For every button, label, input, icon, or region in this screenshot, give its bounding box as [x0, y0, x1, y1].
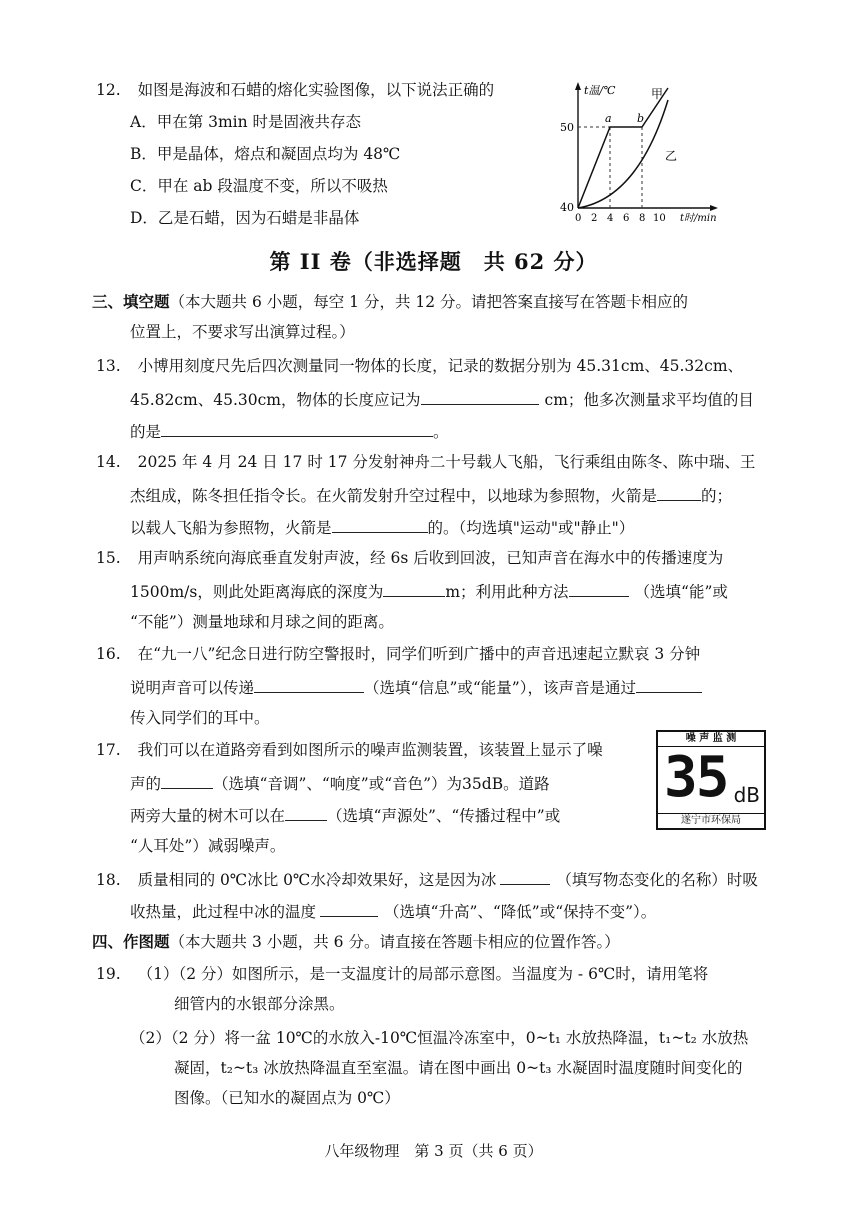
q14-blank-2[interactable] — [332, 516, 428, 533]
x-tick-0: 0 — [575, 213, 582, 224]
q16-number: 16. — [96, 645, 121, 663]
q18-number: 18. — [96, 871, 121, 889]
q17-line1 — [96, 740, 603, 760]
q18-blank-1[interactable] — [500, 868, 550, 885]
q17-number: 17. — [96, 741, 121, 759]
q12-melting-graph — [548, 80, 728, 226]
curve-jia-label: 甲 — [651, 87, 664, 101]
sec3-note-l2: 位置上，不要求写出演算过程。） — [130, 323, 355, 341]
q14-text-l3a: 以载人飞船为参照物，火箭是 — [130, 519, 332, 537]
q19-part2-l3: 图像。（已知水的凝固点为 0℃） — [174, 1089, 400, 1107]
q15-blank-2[interactable] — [569, 580, 629, 597]
q17-blank-1[interactable] — [161, 772, 213, 789]
q13-line2 — [130, 388, 754, 410]
q13-text-l2b: cm；他多次测量求平均值的目 — [544, 391, 754, 409]
y-tick-40: 40 — [560, 201, 574, 214]
q14-text-l2a: 杰组成，陈冬担任指令长。在火箭发射升空过程中，以地球为参照物，火箭是 — [130, 487, 658, 505]
noise-monitor-screen — [658, 747, 764, 813]
q12-option-a: A．甲在第 3min 时是固液共存态 — [130, 113, 362, 131]
sec3-heading: 三、填空题 — [92, 292, 170, 311]
q14-blank-1[interactable] — [657, 484, 701, 501]
q14-line3 — [130, 516, 634, 538]
y-axis-arrow — [575, 82, 581, 90]
q19-line1 — [96, 964, 708, 984]
q19-number: 19. — [96, 965, 121, 983]
q17-text-l2b: （选填“音调”、“响度”或“音色”）为35dB。道路 — [213, 775, 550, 793]
q16-blank-1[interactable] — [254, 676, 364, 693]
q14-number: 14. — [96, 453, 121, 471]
q13-number: 13. — [96, 357, 121, 375]
q14-text-l3b: 的。（均选填"运动"或"静止"） — [427, 519, 635, 537]
q13-blank-2[interactable] — [161, 420, 433, 437]
page-footer: 八年级物理 第 3 页（共 6 页） — [324, 1142, 543, 1160]
q15-text-l1: 用声呐系统向海底垂直发射声波，经 6s 后收到回波，已知声音在海水中的传播速度为 — [137, 549, 724, 567]
q18-text-l2b: （选填“升高”、“降低”或“保持不变”）。 — [384, 903, 657, 921]
curve-yi-label: 乙 — [665, 149, 678, 163]
q12-option-c: C．甲在 ab 段温度不变，所以不吸热 — [130, 177, 388, 195]
q17-line3 — [130, 804, 560, 826]
q12-number: 12. — [96, 81, 121, 99]
noise-unit: dB — [733, 783, 760, 807]
curve-jia — [578, 88, 668, 208]
noise-monitor-header: 噪 声 监 测 — [658, 732, 764, 747]
q16-line1 — [96, 644, 700, 664]
y-tick-50: 50 — [560, 121, 574, 134]
sec3-note-l1: （本大题共 6 小题，每空 1 分，共 12 分。请把答案直接写在答题卡相应的 — [169, 293, 689, 311]
q18-text-l1a: 质量相同的 0℃冰比 0℃水冷却效果好，这是因为冰 — [137, 871, 497, 889]
q14-line2 — [130, 484, 732, 506]
part2-title: 第 II 卷（非选择题 共 62 分） — [269, 249, 598, 274]
q18-line2 — [130, 900, 656, 922]
q14-text-l1: 2025 年 4 月 24 日 17 时 17 分发射神舟二十号载人飞船，飞行乘组由陈冬、陈中瑞、王 — [137, 453, 756, 471]
q15-number: 15. — [96, 549, 121, 567]
q15-line1 — [96, 548, 723, 568]
q12-option-d: D．乙是石蜡，因为石蜡是非晶体 — [130, 209, 360, 227]
sec4-heading-line — [92, 932, 620, 952]
q12-stem-line — [96, 80, 494, 100]
q17-text-l3b: （选填“声源处”、“传播过程中”或 — [327, 807, 561, 825]
curve-yi — [578, 100, 668, 208]
q16-blank-2[interactable] — [636, 676, 702, 693]
q18-text-l2a: 收热量，此过程中冰的温度 — [130, 903, 317, 921]
q12-option-b: B．甲是晶体，熔点和凝固点均为 48℃ — [130, 145, 401, 163]
x-axis-label: t时/min — [680, 213, 717, 224]
q16-text-l2b: （选填“信息”或“能量”），该声音是通过 — [364, 679, 636, 697]
point-b-label: b — [637, 112, 645, 125]
q16-line2 — [130, 676, 702, 698]
q16-text-l2a: 说明声音可以传递 — [130, 679, 255, 697]
noise-reading: 35 — [664, 745, 728, 810]
q17-line2 — [130, 772, 550, 794]
x-tick-6: 6 — [623, 213, 630, 224]
q15-line3: “不能”）测量地球和月球之间的距离。 — [130, 613, 394, 631]
q14-line1 — [96, 452, 755, 472]
q18-text-l1b: （填写物态变化的名称）时吸 — [556, 871, 758, 889]
q13-blank-1[interactable] — [421, 388, 539, 405]
q19-part2-l2: 凝固，t₂~t₃ 冰放热降温直至室温。请在图中画出 0~t₃ 水凝固时温度随时间变化的 — [174, 1059, 743, 1077]
q14-text-l2b: 的； — [701, 487, 733, 505]
q15-blank-1[interactable] — [383, 580, 445, 597]
q15-line2 — [130, 580, 728, 602]
q13-line1 — [96, 356, 743, 376]
q17-line4: “人耳处”）减弱噪声。 — [130, 837, 286, 855]
x-tick-10: 10 — [653, 213, 666, 224]
noise-monitor-footer: 遂宁市环保局 — [658, 813, 764, 828]
point-a-label: a — [605, 112, 612, 125]
q13-text-l1: 小博用刻度尺先后四次测量同一物体的长度，记录的数据分别为 45.31cm、45.32cm、 — [137, 357, 744, 375]
q13-text-l3b: 。 — [433, 423, 449, 441]
q16-line3: 传入同学们的耳中。 — [130, 709, 270, 727]
q17-text-l1: 我们可以在道路旁看到如图所示的噪声监测装置，该装置上显示了噪 — [137, 741, 603, 759]
q19-part1-l2: 细管内的水银部分涂黑。 — [174, 995, 345, 1013]
x-tick-2: 2 — [591, 213, 598, 224]
noise-monitor-device — [656, 730, 766, 830]
q12-stem: 如图是海波和石蜡的熔化实验图像，以下说法正确的 — [137, 81, 495, 99]
sec4-heading: 四、作图题 — [92, 932, 170, 951]
q17-text-l2a: 声的 — [130, 775, 162, 793]
q17-blank-2[interactable] — [285, 804, 327, 821]
q18-blank-2[interactable] — [320, 900, 378, 917]
q13-text-l2a: 45.82cm、45.30cm，物体的长度应记为 — [130, 391, 421, 409]
q15-text-l2a: 1500m/s，则此处距离海底的深度为 — [130, 583, 384, 601]
q17-text-l3a: 两旁大量的树木可以在 — [130, 807, 286, 825]
q16-text-l1: 在“九一八”纪念日进行防空警报时，同学们听到广播中的声音迅速起立默哀 3 分钟 — [137, 645, 701, 663]
y-axis-label: t温/℃ — [584, 84, 616, 97]
sec4-note: （本大题共 3 小题，共 6 分。请直接在答题卡相应的位置作答。） — [169, 933, 620, 951]
sec3-heading-line — [92, 292, 688, 312]
q13-line3 — [130, 420, 449, 442]
x-tick-4: 4 — [607, 213, 614, 224]
q19-part1-l1: （1）（2 分）如图所示，是一支温度计的局部示意图。当温度为 - 6℃时，请用笔将 — [137, 965, 709, 983]
q19-part2-l1: （2）（2 分）将一盆 10℃的水放入-10℃恒温冷冻室中，0~t₁ 水放热降温，t₁~t₂ 水放热 — [130, 1029, 749, 1047]
q18-line1 — [96, 868, 758, 890]
x-tick-8: 8 — [639, 213, 646, 224]
q15-text-l2c: （选填“能”或 — [634, 583, 728, 601]
q15-text-l2b: m；利用此种方法 — [445, 583, 569, 601]
x-axis-arrow — [710, 205, 718, 211]
q13-text-l3a: 的是 — [130, 423, 162, 441]
